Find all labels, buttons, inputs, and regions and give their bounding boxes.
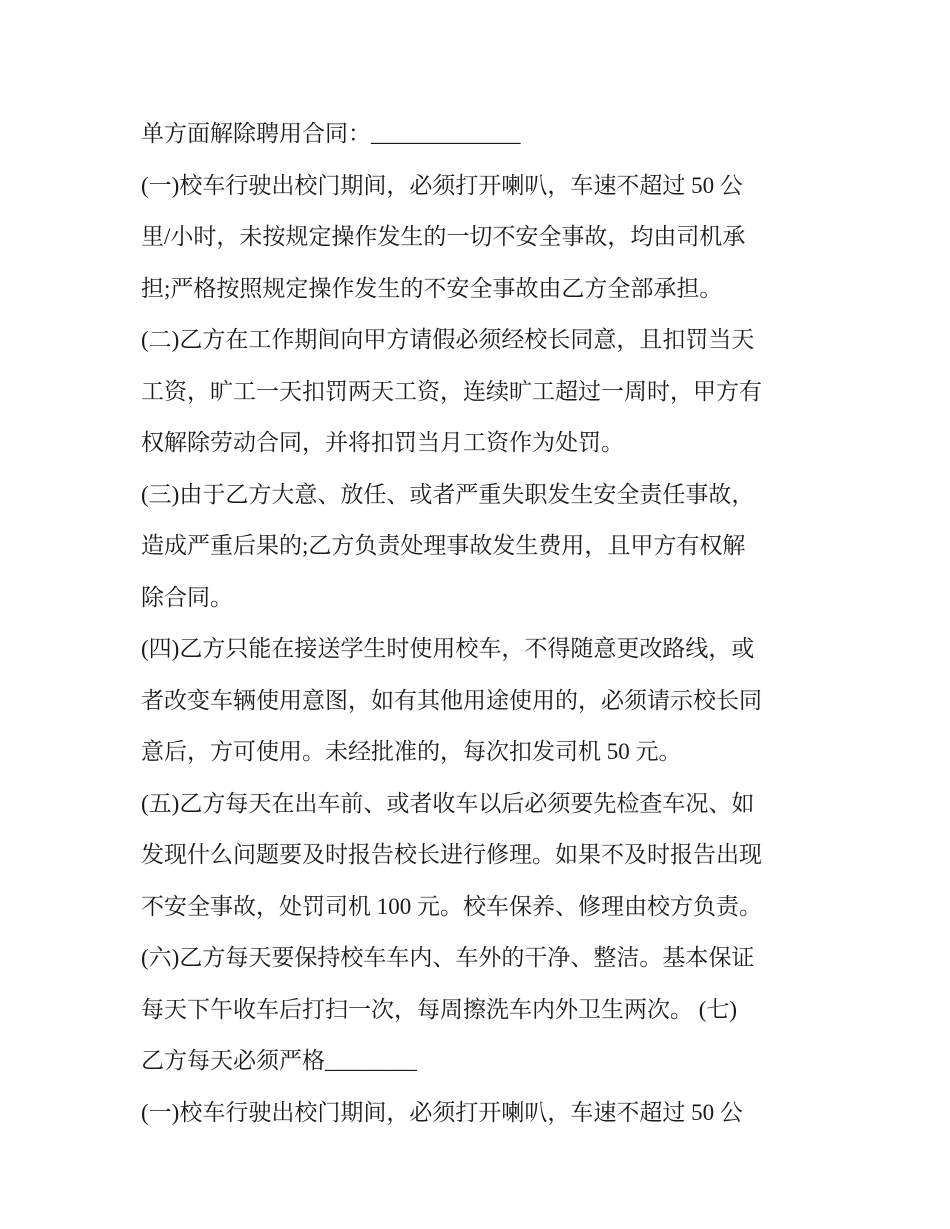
text-line: (一)校车行驶出校门期间，必须打开喇叭，车速不超过 50 公 (141, 1099, 743, 1125)
text-line: 权解除劳动合同，并将扣罚当月工资作为处罚。 (141, 430, 624, 455)
document-body (141, 108, 821, 1138)
text-line: 乙方每天必须严格________ (141, 1048, 417, 1073)
text-line: (四)乙方只能在接送学生时使用校车，不得随意更改路线，或 (141, 636, 755, 661)
text-line: 发现什么问题要及时报告校长进行修理。如果不及时报告出现 (141, 842, 762, 867)
text-line: 者改变车辆使用意图，如有其他用途使用的，必须请示校长同 (141, 687, 762, 713)
text-line: 单方面解除聘用合同：_____________ (141, 121, 521, 146)
text-line: 除合同。 (141, 584, 233, 610)
text-line: 里/小时，未按规定操作发生的一切不安全事故，均由司机承 (141, 224, 746, 249)
text-line: (三)由于乙方大意、放任、或者严重失职发生安全责任事故， (141, 481, 755, 507)
text-line: (六)乙方每天要保持校车车内、车外的干净、整洁。基本保证 (141, 945, 755, 970)
text-line: (二)乙方在工作期间向甲方请假必须经校长同意，且扣罚当天 (141, 327, 755, 352)
text-line: (一)校车行驶出校门期间，必须打开喇叭，车速不超过 50 公 (141, 172, 743, 198)
text-line: (五)乙方每天在出车前、或者收车以后必须要先检查车况、如 (141, 790, 755, 816)
text-line: 意后，方可使用。未经批准的，每次扣发司机 50 元。 (141, 739, 682, 764)
text-line: 工资，旷工一天扣罚两天工资，连续旷工超过一周时，甲方有 (141, 378, 762, 404)
text-line: 不安全事故，处罚司机 100 元。校车保养、修理由校方负责。 (141, 893, 762, 919)
text-line: 每天下午收车后打扫一次，每周擦洗车内外卫生两次。 (七) (141, 996, 738, 1022)
text-line: 造成严重后果的;乙方负责处理事故发生费用，且甲方有权解 (141, 533, 746, 558)
text-line: 担;严格按照规定操作发生的不安全事故由乙方全部承担。 (141, 275, 723, 301)
